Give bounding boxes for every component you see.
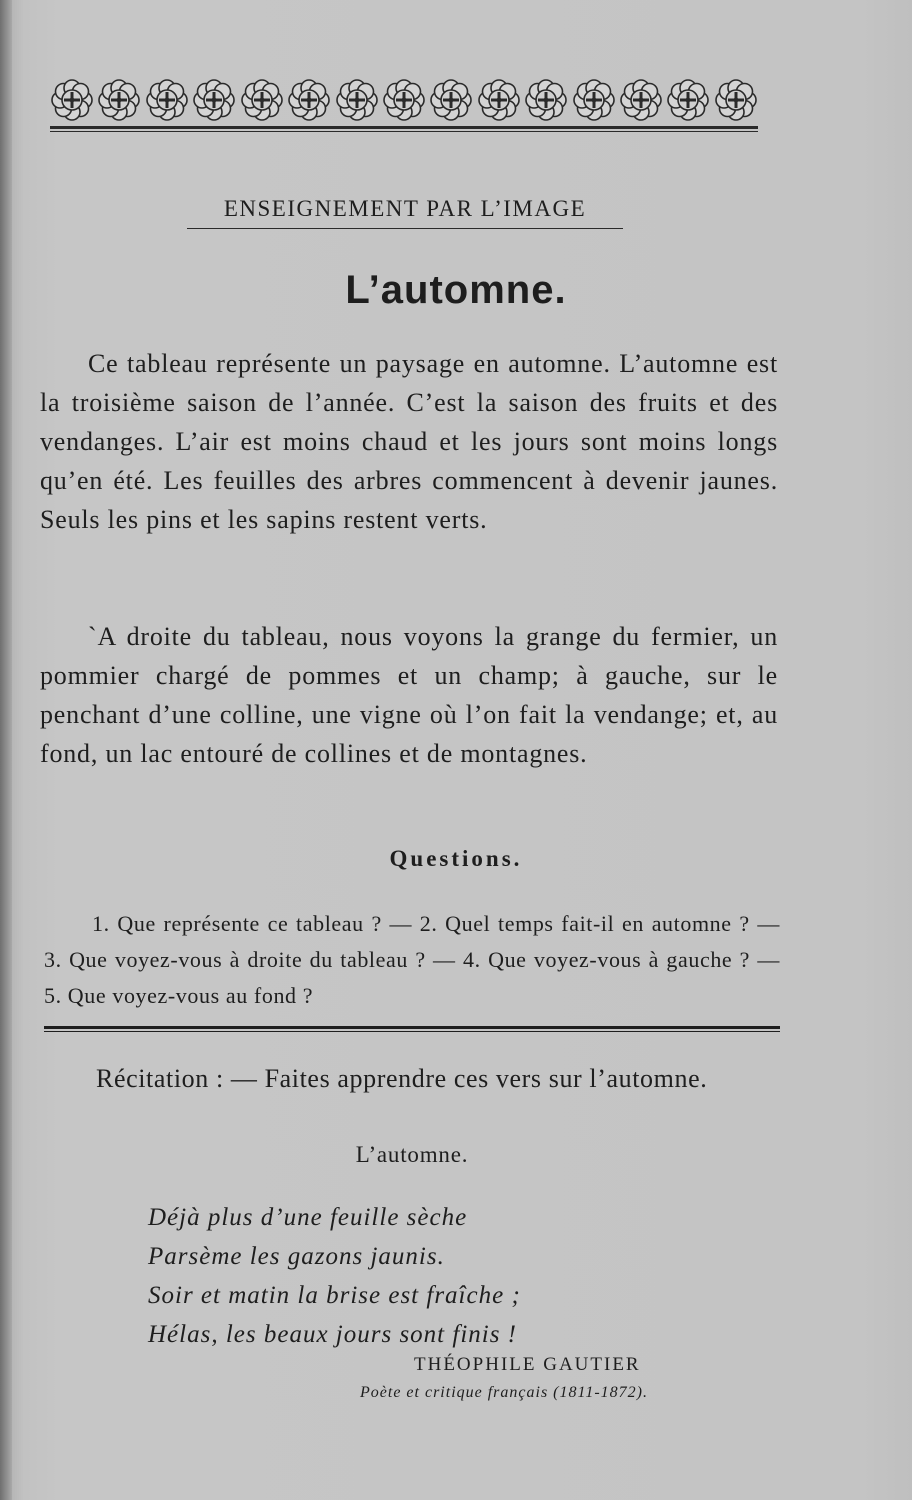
rosette-ornament-icon xyxy=(714,78,758,122)
poem-line-4: Hélas, les beaux jours sont finis ! xyxy=(148,1321,518,1348)
rosette-ornament-icon xyxy=(145,78,189,122)
section-divider-thin xyxy=(44,1031,780,1032)
rosette-ornament-icon xyxy=(97,78,141,122)
section-divider-thick xyxy=(44,1026,780,1029)
lesson-paragraph-1: Ce tableau représente un paysage en automne. L’automne est la troisième saison de l’année. C’est la saison des fruits et des vendanges. L’air est moins chaud et les jours sont moins longs qu’en été. Les feuilles des arbres commencent à devenir jaunes. Seuls les pins et les sapins restent verts. xyxy=(40,349,778,534)
section-title: ENSEIGNEMENT PAR L’IMAGE xyxy=(187,196,623,229)
poem-line-3: Soir et matin la brise est fraîche ; xyxy=(148,1282,521,1309)
rosette-ornament-icon xyxy=(429,78,473,122)
rosette-ornament-icon xyxy=(335,78,379,122)
rosette-ornament-icon xyxy=(287,78,331,122)
rosette-ornament-icon xyxy=(572,78,616,122)
rosette-ornament-icon xyxy=(382,78,426,122)
rosette-ornament-icon xyxy=(50,78,94,122)
poem-line-1: Déjà plus d’une feuille sèche xyxy=(148,1204,468,1231)
poem-credit: Poète et critique français (1811-1872). xyxy=(360,1384,648,1401)
recitation-text: Récitation : — Faites apprendre ces vers sur l’automne. xyxy=(96,1064,708,1093)
ornament-border xyxy=(50,76,758,124)
rosette-ornament-icon xyxy=(524,78,568,122)
questions-text: 1. Que représente ce tableau ? — 2. Quel temps fait-il en automne ? — 3. Que voyez-vous à droite du tableau ? — 4. Que voyez-vous à gauche ? — 5. Que voyez-vous au fond ? xyxy=(44,911,780,1008)
rosette-ornament-icon xyxy=(192,78,236,122)
lesson-title: L’automne. xyxy=(345,268,567,312)
header-rule-thin xyxy=(50,131,758,132)
poem-author: THÉOPHILE GAUTIER xyxy=(414,1354,641,1375)
rosette-ornament-icon xyxy=(240,78,284,122)
rosette-ornament-icon xyxy=(619,78,663,122)
poem-line-2: Parsème les gazons jaunis. xyxy=(148,1243,445,1270)
lesson-paragraph-2: `A droite du tableau, nous voyons la grange du fermier, un pommier chargé de pommes et un champ; à gauche, sur le penchant d’une colline, une vigne où l’on fait la vendange; et, au fond, un lac entouré de collines et de montagnes. xyxy=(40,622,778,768)
rosette-ornament-icon xyxy=(666,78,710,122)
questions-title: Questions. xyxy=(389,846,523,871)
book-spine xyxy=(0,0,12,1500)
header-rule-thick xyxy=(50,126,758,129)
rosette-ornament-icon xyxy=(477,78,521,122)
poem-title: L’automne. xyxy=(355,1142,469,1167)
